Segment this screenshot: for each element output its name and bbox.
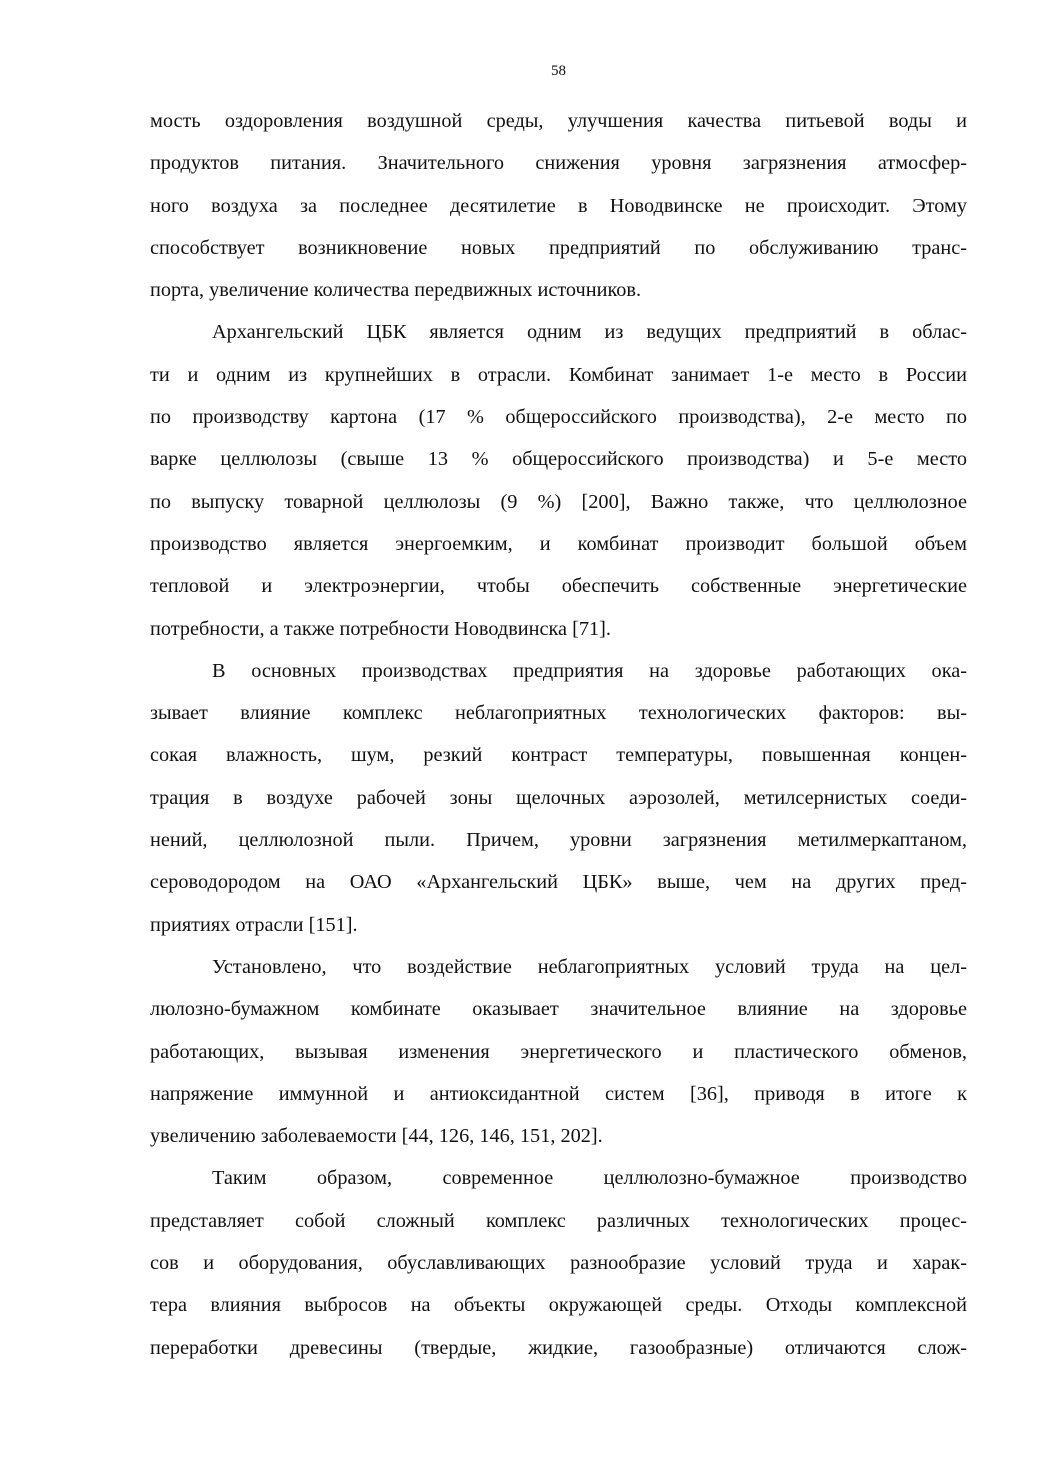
paragraph [150,946,967,1157]
text-line: продуктов питания. Значительного снижения уровня загрязнения атмосфер- [150,152,967,175]
paragraph [150,650,967,946]
text-line: сероводородом на ОАО «Архангельский ЦБК» выше, чем на других пред- [150,871,967,894]
text-line: Таким образом, современное целлюлозно-бумажное производство [212,1167,967,1190]
paragraph [150,311,967,649]
paragraph [150,1157,967,1368]
text-line: мость оздоровления воздушной среды, улучшения качества питьевой воды и [150,110,967,132]
text-line: по выпуску товарной целлюлозы (9 %) [200], Важно также, что целлюлозное [150,490,967,513]
paragraph [150,100,967,311]
body-text [150,100,967,1369]
text-line: Установлено, что воздействие неблагоприятных условий труда на цел- [212,955,967,978]
page-number: 58 [551,63,566,79]
text-line: сов и оборудования, обуславливающих разнообразие условий труда и харак- [150,1252,967,1275]
text-line: люлозно-бумажном комбинате оказывает значительное влияние на здоровье [150,998,967,1021]
text-line: сокая влажность, шум, резкий контраст температуры, повышенная концен- [150,744,967,767]
text-line: тепловой и электроэнергии, чтобы обеспечить собственные энергетические [150,575,967,598]
text-line: потребности, а также потребности Новодвинска [71]. [150,617,611,640]
text-line: увеличению заболеваемости [44, 126, 146, 151, 202]. [150,1125,603,1148]
text-line: работающих, вызывая изменения энергетического и пластического обменов, [150,1040,967,1063]
text-line: тера влияния выбросов на объекты окружающей среды. Отходы комплексной [150,1294,967,1317]
text-line: В основных производствах предприятия на здоровье работающих ока- [212,659,967,682]
text-line: трация в воздухе рабочей зоны щелочных аэрозолей, метилсернистых соеди- [150,786,967,809]
text-line: ного воздуха за последнее десятилетие в Новодвинске не происходит. Этому [150,194,967,217]
text-line: способствует возникновение новых предприятий по обслуживанию транс- [150,236,967,259]
text-line: производство является энергоемким, и комбинат производит большой объем [150,532,967,555]
text-line: напряжение иммунной и антиоксидантной систем [36], приводя в итоге к [150,1082,967,1105]
text-line: нений, целлюлозной пыли. Причем, уровни загрязнения метилмеркаптаном, [150,829,967,852]
text-line: зывает влияние комплекс неблагоприятных технологических факторов: вы- [150,702,967,725]
text-line: варке целлюлозы (свыше 13 % общероссийского производства) и 5-е место [150,448,967,471]
text-line: приятиях отрасли [151]. [150,913,358,936]
text-line: представляет собой сложный комплекс различных технологических процес- [150,1209,967,1232]
text-line: Архангельский ЦБК является одним из ведущих предприятий в облас- [212,321,967,344]
text-line: порта, увеличение количества передвижных источников. [150,279,642,302]
text-line: переработки древесины (твердые, жидкие, газообразные) отличаются слож- [150,1336,967,1359]
text-line: по производству картона (17 % общероссийского производства), 2-е место по [150,406,967,429]
text-line: ти и одним из крупнейших в отрасли. Комбинат занимает 1-е место в России [150,363,967,386]
